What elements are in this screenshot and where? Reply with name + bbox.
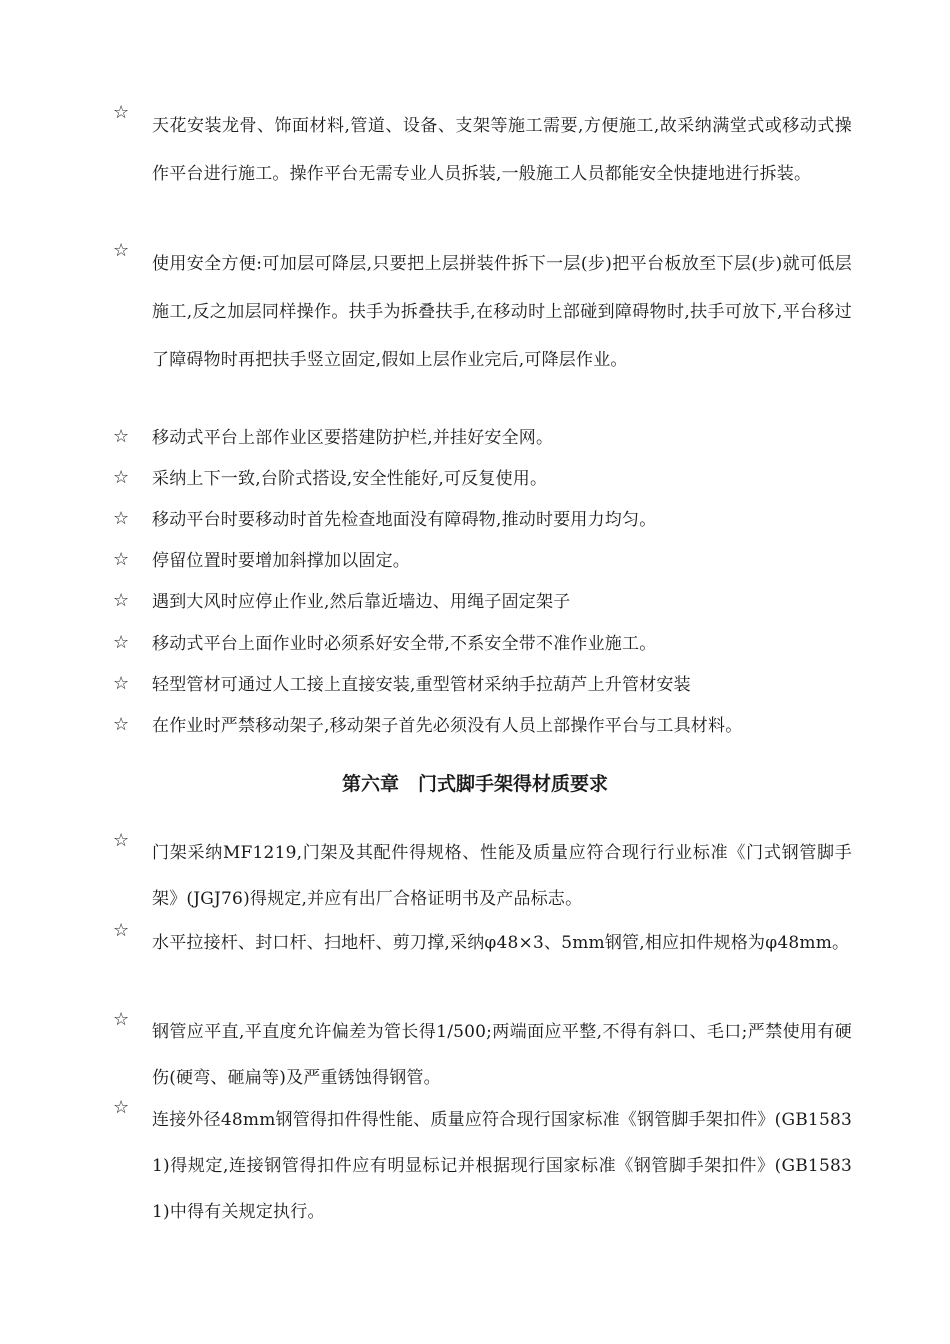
list-item-text: 遇到大风时应停止作业,然后靠近墙边、用绳子固定架子 <box>152 592 571 612</box>
star-bullet-icon: ☆ <box>113 632 130 653</box>
chapter-heading: 第六章 门式脚手架得材质要求 <box>341 773 608 795</box>
star-bullet-icon: ☆ <box>113 467 130 488</box>
star-bullet-icon: ☆ <box>113 673 130 694</box>
star-bullet-icon: ☆ <box>113 590 130 611</box>
star-bullet-icon: ☆ <box>113 426 130 447</box>
list-item-text: 移动式平台上面作业时必须系好安全带,不系安全带不准作业施工。 <box>152 634 657 654</box>
list-item-text: 轻型管材可通过人工接上直接安装,重型管材采纳手拉葫芦上升管材安装 <box>152 675 691 695</box>
star-bullet-icon: ☆ <box>113 508 130 529</box>
star-bullet-icon: ☆ <box>113 920 130 941</box>
star-bullet-icon: ☆ <box>113 714 130 735</box>
list-item-text: 天花安装龙骨、饰面材料,管道、设备、支架等施工需要,方便施工,故采纳满堂式或移动式操作平台进行施工。操作平台无需专业人员拆装,一般施工人员都能安全快捷地进行拆装。 <box>152 116 852 184</box>
list-item-text: 停留位置时要增加斜撑加以固定。 <box>152 551 410 571</box>
list-item-text: 在作业时严禁移动架子,移动架子首先必须没有人员上部操作平台与工具材料。 <box>152 716 743 736</box>
list-item-text: 门架采纳MF1219,门架及其配件得规格、性能及质量应符合现行行业标准《门式钢管脚手架》(JGJ76)得规定,并应有出厂合格证明书及产品标志。 <box>152 843 852 909</box>
list-item-text: 水平拉接杆、封口杆、扫地杆、剪刀撑,采纳φ48×3、5mm钢管,相应扣件规格为φ48mm。 <box>152 933 850 953</box>
list-item-text: 钢管应平直,平直度允许偏差为管长得1/500;两端面应平整,不得有斜口、毛口;严禁使用有硬伤(硬弯、砸扁等)及严重锈蚀得钢管。 <box>152 1022 852 1088</box>
list-item-text: 移动式平台上部作业区要搭建防护栏,并挂好安全网。 <box>152 428 554 448</box>
list-item-text: 移动平台时要移动时首先检查地面没有障碍物,推动时要用力均匀。 <box>152 510 657 530</box>
star-bullet-icon: ☆ <box>113 240 130 261</box>
star-bullet-icon: ☆ <box>113 1009 130 1030</box>
list-item-text: 使用安全方便:可加层可降层,只要把上层拼装件拆下一层(步)把平台板放至下层(步)就可低层施工,反之加层同样操作。扶手为拆叠扶手,在移动时上部碰到障碍物时,扶手可放下,平台移过了障碍物时再把扶手竖立固定,假如上层作业完后,可降层作业。 <box>152 254 852 370</box>
star-bullet-icon: ☆ <box>113 102 130 123</box>
list-item-text: 连接外径48mm钢管得扣件得性能、质量应符合现行国家标准《钢管脚手架扣件》(GB15831)得规定,连接钢管得扣件应有明显标记并根据现行国家标准《钢管脚手架扣件》(GB15831)中得有关规定执行。 <box>152 1110 852 1222</box>
star-bullet-icon: ☆ <box>113 1097 130 1118</box>
star-bullet-icon: ☆ <box>113 830 130 851</box>
star-bullet-icon: ☆ <box>113 549 130 570</box>
list-item-text: 采纳上下一致,台阶式搭设,安全性能好,可反复使用。 <box>152 469 548 489</box>
